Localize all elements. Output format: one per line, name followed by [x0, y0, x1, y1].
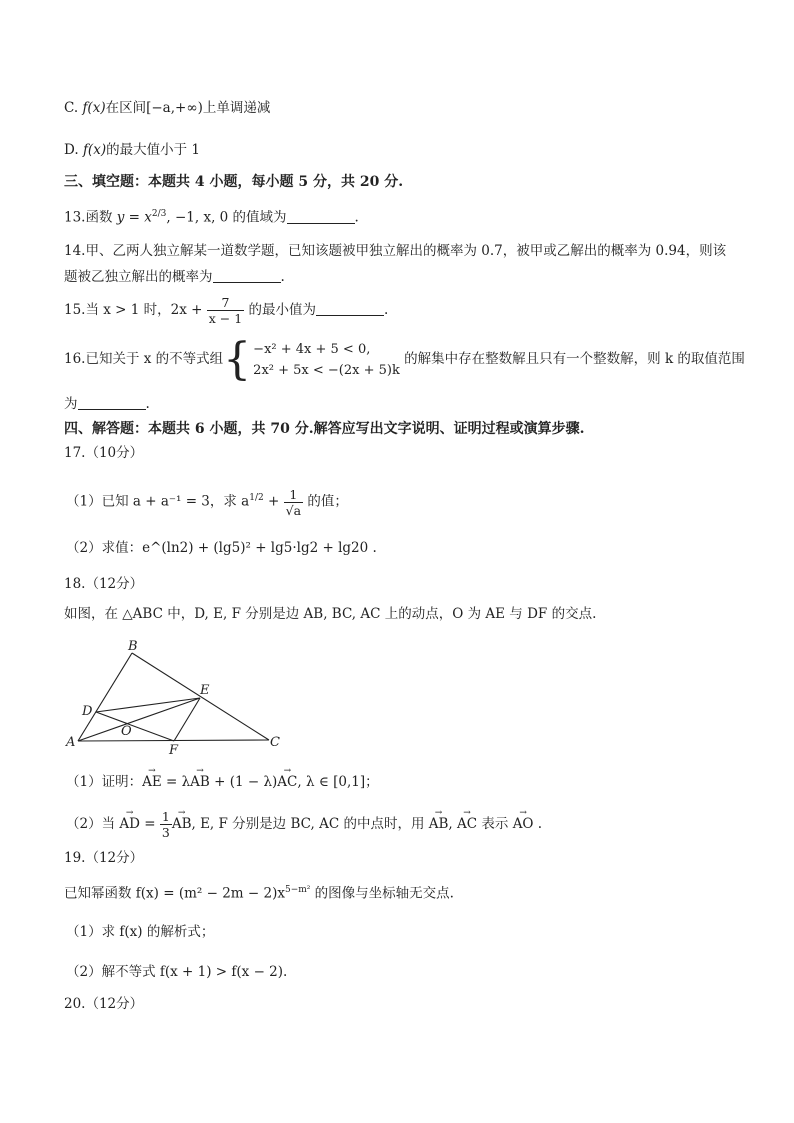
label-a: A: [66, 735, 76, 750]
inequality-system: −x² + 4x + 5 < 0, 2x² + 5x < −(2x + 5)k: [253, 341, 400, 378]
q19-heading: 19.（12分）: [64, 850, 144, 866]
question-13: 13.函数 $y = x^{2/3}$, −1, x, 0 的值域为 .: [64, 209, 359, 226]
q18-stem: 如图，在 △ABC 中，D, E, F 分别是边 AB, BC, AC 上的动点，O 为 AE 与 DF 的交点.: [64, 606, 597, 622]
q17-part1: （1）已知 a + a⁻¹ = 3，求 $a^{1/2}$ + $\frac{1}{√a}$ 的值；: [66, 486, 348, 518]
label-c: C: [270, 735, 280, 750]
vector-ab: → AB: [429, 804, 449, 844]
fraction: $\frac{1}{3}$: [161, 809, 170, 840]
question-16: 16.已知关于 x 的不等式组{ −x² + 4x + 5 < 0, 2x² + 5x < −(2x + 5)k 的解集中存在整数解且只有一个整数解，则 k 的取值范围: [64, 333, 745, 385]
fraction: $\frac{7}{x - 1}$: [208, 295, 243, 326]
triangle-figure: [62, 638, 287, 756]
section-3-heading: 三、填空题：本题共 4 小题，每小题 5 分，共 20 分.: [64, 174, 404, 190]
segment-ef: [174, 698, 200, 741]
answer-blank[interactable]: [316, 301, 384, 316]
answer-blank[interactable]: [78, 395, 146, 410]
vector-ae: → AE: [142, 772, 162, 792]
question-14: 14.甲、乙两人独立解某一道数学题，已知该题被甲独立解出的概率为 0.7，被甲或乙解出的概率为 0.94，则该题被乙独立解出的概率为 .: [64, 243, 727, 285]
q20-heading: 20.（12分）: [64, 996, 144, 1012]
vector-ab: → AB: [190, 772, 210, 792]
q18-part1: （1）证明：→ AE = λ→ AB + (1 − λ)→ AC, λ ∈ [0,1]；: [66, 772, 379, 792]
vector-ad: → AD: [119, 804, 140, 844]
label-f: F: [169, 743, 179, 756]
option-d: D. f(x)的最大值小于 1: [64, 142, 200, 158]
vector-ao: → AO: [513, 804, 534, 844]
section-4-heading: 四、解答题：本题共 6 小题，共 70 分.解答应写出文字说明、证明过程或演算步骤.: [64, 421, 585, 437]
fx-symbol: f(x): [82, 142, 107, 158]
question-16-cont: 为 .: [64, 396, 150, 412]
label-o: O: [121, 724, 132, 739]
vector-ac: → AC: [457, 804, 477, 844]
brace-symbol: {: [223, 333, 252, 385]
question-15: 15.当 x > 1 时，2x + $\frac{7}{x - 1}$ 的最小值为 .: [64, 295, 389, 326]
q19-stem: 已知幂函数 $f(x) = (m^2 - 2m - 2)x^{5-m^2}$ 的图像与坐标轴无交点.: [64, 885, 454, 902]
segment-ae: [78, 698, 200, 741]
vector-ab: → AB: [172, 804, 192, 844]
option-c: C. f(x)在区间[−a,+∞)上单调递减: [64, 100, 271, 116]
q19-part1: （1）求 f(x) 的解析式；: [66, 924, 215, 940]
q17-heading: 17.（10分）: [64, 445, 144, 461]
q18-heading: 18.（12分）: [64, 576, 144, 592]
q18-part2: （2）当 → AD = $\frac{1}{3}$ → AB, E, F 分别是边 BC, AC 的中点时，用 → AB, → AC 表示 → AO .: [66, 804, 542, 844]
answer-blank[interactable]: [213, 268, 281, 283]
label-b: B: [128, 639, 138, 654]
q19-part2: （2）解不等式 f(x + 1) > f(x − 2).: [66, 964, 288, 980]
segment-de: [96, 698, 200, 712]
label-d: D: [82, 704, 93, 719]
segment-df: [96, 712, 174, 741]
fx-symbol: f(x): [82, 100, 106, 116]
label-e: E: [200, 683, 210, 698]
q17-part2: （2）求值：e^(ln2) + (lg5)² + lg5·lg2 + lg20 .: [66, 540, 377, 556]
vector-ac: → AC: [277, 772, 297, 792]
fraction: $\frac{1}{√a}$: [285, 486, 302, 518]
answer-blank[interactable]: [287, 209, 355, 224]
